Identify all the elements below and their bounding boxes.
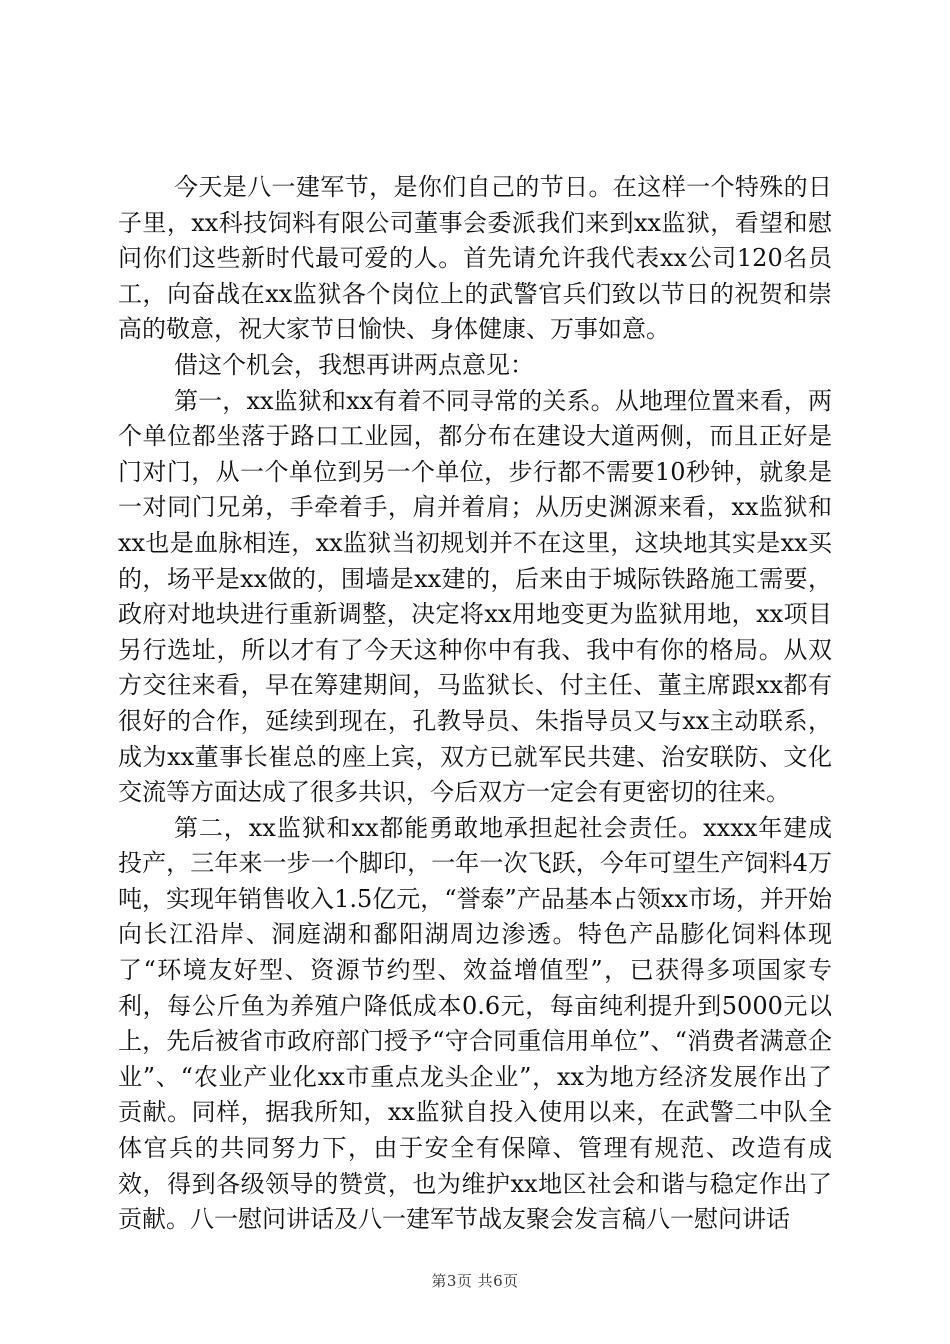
document-body — [118, 170, 832, 1238]
paragraph-point-one: 第一，xx监狱和xx有着不同寻常的关系。从地理位置来看，两个单位都坐落于路口工业园，都分布在建设大道两侧，而且正好是门对门，从一个单位到另一个单位，步行都不需要10秒钟，就象是一对同门兄弟，手牵着手，肩并着肩；从历史渊源来看，xx监狱和xx也是血脉相连，xx监狱当初规划并不在这里，这块地其实是xx买的，场平是xx做的，围墙是xx建的，后来由于城际铁路施工需要，政府对地块进行重新调整，决定将xx用地变更为监狱用地，xx项目另行选址，所以才有了今天这种你中有我、我中有你的格局。从双方交往来看，早在筹建期间，马监狱长、付主任、董主席跟xx都有很好的合作，延续到现在，孔教导员、朱指导员又与xx主动联系，成为xx董事长崔总的座上宾，双方已就军民共建、治安联防、文化交流等方面达成了很多共识，今后双方一定会有更密切的往来。 — [118, 386, 832, 807]
paragraph-point-two: 第二，xx监狱和xx都能勇敢地承担起社会责任。xxxx年建成投产，三年来一步一个脚印，一年一次飞跃，今年可望生产饲料4万吨，实现年销售收入1.5亿元，“誉泰”产品基本占领xx市场，并开始向长江沿岸、洞庭湖和鄱阳湖周边渗透。特色产品膨化饲料体现了“环境友好型、资源节约型、效益增值型”，已获得多项国家专利，每公斤鱼为养殖户降低成本0.6元，每亩纯利提升到5000元以上，先后被省市政府部门授予“守合同重信用单位”、“消费者满意企业”、“农业产业化xx市重点龙头企业”，xx为地方经济发展作出了贡献。同样，据我所知，xx监狱自投入使用以来，在武警二中队全体官兵的共同努力下，由于安全有保障、管理有规范、改造有成效，得到各级领导的赞赏，也为维护xx地区社会和谐与稳定作出了贡献。八一慰问讲话及八一建军节战友聚会发言稿八一慰问讲话 — [118, 813, 832, 1234]
page-number-footer: 第3页 共6页 — [431, 1272, 519, 1290]
paragraph-transition: 借这个机会，我想再讲两点意见： — [174, 350, 534, 379]
paragraph-greeting: 今天是八一建军节，是你们自己的节日。在这样一个特殊的日子里，xx科技饲料有限公司董事会委派我们来到xx监狱，看望和慰问你们这些新时代最可爱的人。首先请允许我代表xx公司120名员工，向奋战在xx监狱各个岗位上的武警官兵们致以节日的祝贺和崇高的敬意，祝大家节日愉快、身体健康、万事如意。 — [118, 173, 832, 344]
